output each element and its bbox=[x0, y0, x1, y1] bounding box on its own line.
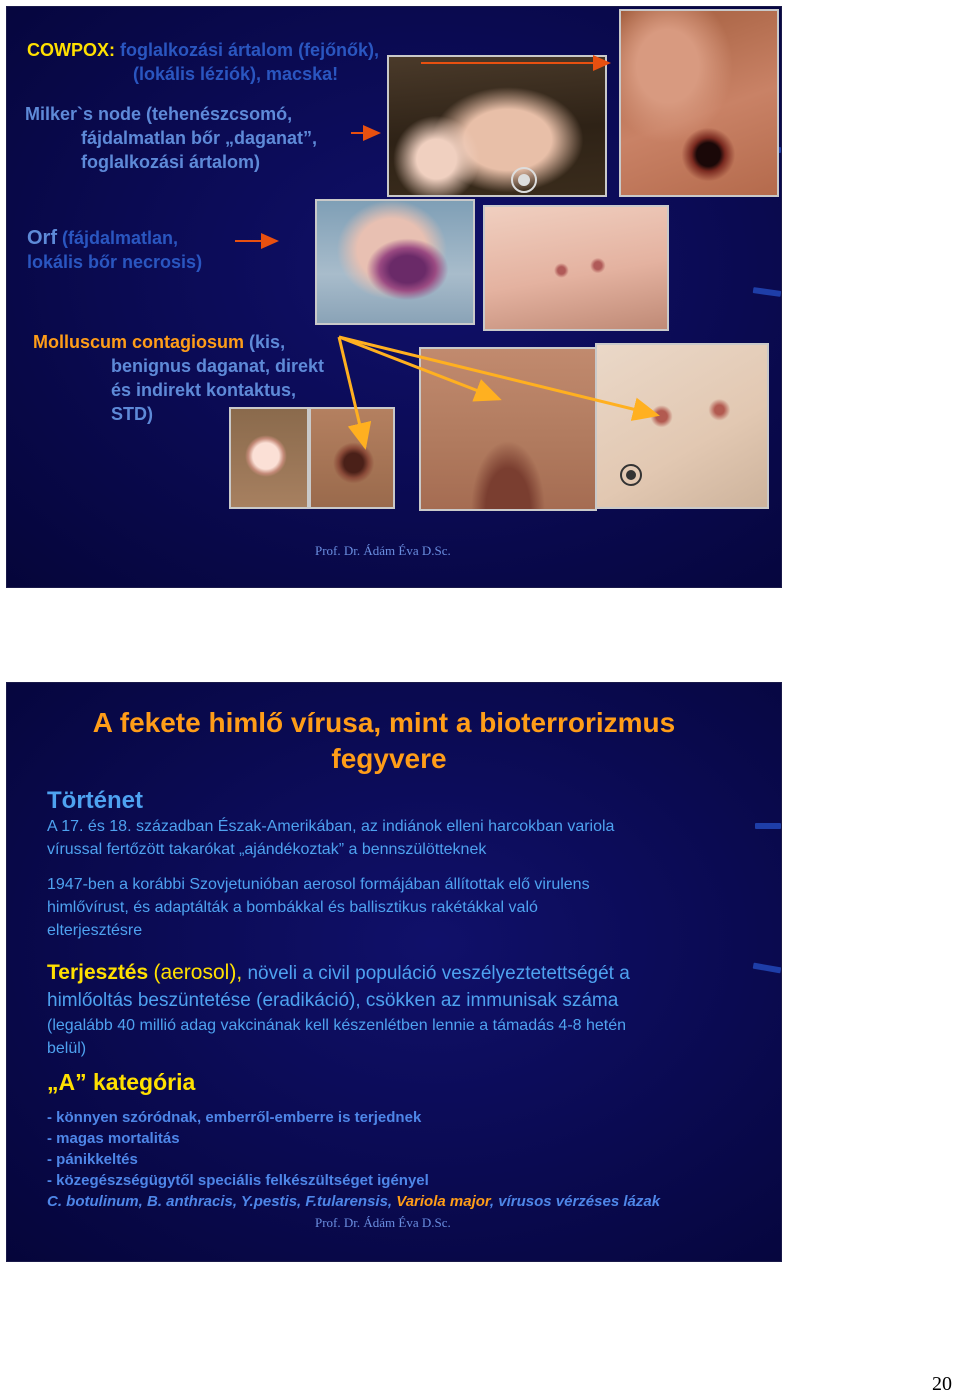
arrow-molluscum-1 bbox=[339, 337, 499, 399]
spread-line-4: belül) bbox=[47, 1040, 87, 1057]
agents-line bbox=[47, 1191, 660, 1212]
spread-line-2: himlőoltás beszüntetése (eradikáció), csökken az immunisak száma bbox=[47, 990, 619, 1011]
history-p1-line-2: vírussal fertőzött takarókat „ajándékoztak” a bennszülötteknek bbox=[47, 841, 487, 858]
bullet-item: - könnyen szóródnak, emberről-emberre is terjednek bbox=[47, 1109, 422, 1126]
milker-line-3: foglalkozási ártalom) bbox=[81, 152, 261, 172]
milker-line-2: fájdalmatlan bőr „daganat”, bbox=[81, 128, 318, 148]
spread-line-3: (legalább 40 millió adag vakcinának kell készenlétben lennie a támadás 4-8 hetén bbox=[47, 1017, 627, 1034]
decor-stripe bbox=[753, 963, 782, 974]
page-number: 20 bbox=[932, 1373, 952, 1395]
history-heading: Történet bbox=[47, 787, 143, 814]
slide-2-footer: Prof. Dr. Ádám Éva D.Sc. bbox=[315, 1215, 451, 1230]
milker-line-1: Milker`s node (tehenészcsomó, bbox=[25, 104, 293, 124]
slide-title bbox=[7, 705, 781, 777]
spread-term: Terjesztés bbox=[47, 961, 149, 984]
slide-1 bbox=[6, 6, 782, 588]
history-p2-line-2: himlővírust, és adaptálták a bombákkal és ballisztikus rakétákkal való bbox=[47, 899, 538, 916]
bullet-item: - magas mortalitás bbox=[47, 1130, 180, 1147]
orf-line-2: lokális bőr necrosis) bbox=[27, 252, 203, 272]
molluscum-term: Molluscum contagiosum bbox=[33, 332, 245, 352]
cowpox-line-1 bbox=[27, 39, 379, 62]
spread-aerosol: (aerosol), bbox=[153, 961, 243, 984]
molluscum-line-2: benignus daganat, direkt bbox=[111, 356, 325, 376]
decor-stripe bbox=[755, 823, 781, 829]
cowpox-term: COWPOX: bbox=[27, 40, 115, 60]
orf-line-1: Orf (fájdalmatlan, bbox=[27, 227, 179, 249]
orf-term: Orf bbox=[27, 227, 57, 249]
history-p2-line-1: 1947-ben a korábbi Szovjetunióban aerosol formájában állítottak elő virulens bbox=[47, 876, 590, 893]
category-title: „A” kategória bbox=[47, 1069, 196, 1095]
molluscum-line-3: és indirekt kontaktus, bbox=[111, 380, 297, 400]
arrows-layer bbox=[7, 7, 781, 587]
bullet-item: - közegészségügytől speciális felkészültséget igényel bbox=[47, 1172, 429, 1189]
agents-part-1: C. botulinum, B. anthracis, Y.pestis, F.tularensis, bbox=[47, 1193, 393, 1210]
spread-line-1: Terjesztés (aerosol), növeli a civil populáció veszélyeztetettségét a bbox=[47, 961, 630, 984]
cowpox-desc: foglalkozási ártalom (fejőnők), bbox=[120, 40, 380, 60]
slide-2 bbox=[6, 682, 782, 1262]
cowpox-line-2: (lokális léziók), macska! bbox=[133, 64, 339, 84]
history-p2-line-3: elterjesztésre bbox=[47, 922, 143, 939]
arrow-molluscum-3 bbox=[339, 337, 365, 447]
bullet-item: - pánikkeltés bbox=[47, 1151, 138, 1168]
history-p1-line-1: A 17. és 18. században Észak-Amerikában, az indiánok elleni harcokban variola bbox=[47, 818, 615, 835]
slide-title-line-1: A fekete himlő vírusa, mint a bioterrorizmus bbox=[92, 707, 676, 738]
arrow-molluscum-2 bbox=[339, 337, 657, 415]
molluscum-line-1: Molluscum contagiosum (kis, bbox=[33, 332, 286, 352]
molluscum-line-4: STD) bbox=[111, 404, 153, 424]
agents-variola: Variola major bbox=[396, 1193, 490, 1210]
agents-part-2: , vírusos vérzéses lázak bbox=[489, 1193, 661, 1210]
slide-title-line-2: fegyvere bbox=[331, 743, 447, 774]
slide-1-footer: Prof. Dr. Ádám Éva D.Sc. bbox=[315, 543, 451, 558]
